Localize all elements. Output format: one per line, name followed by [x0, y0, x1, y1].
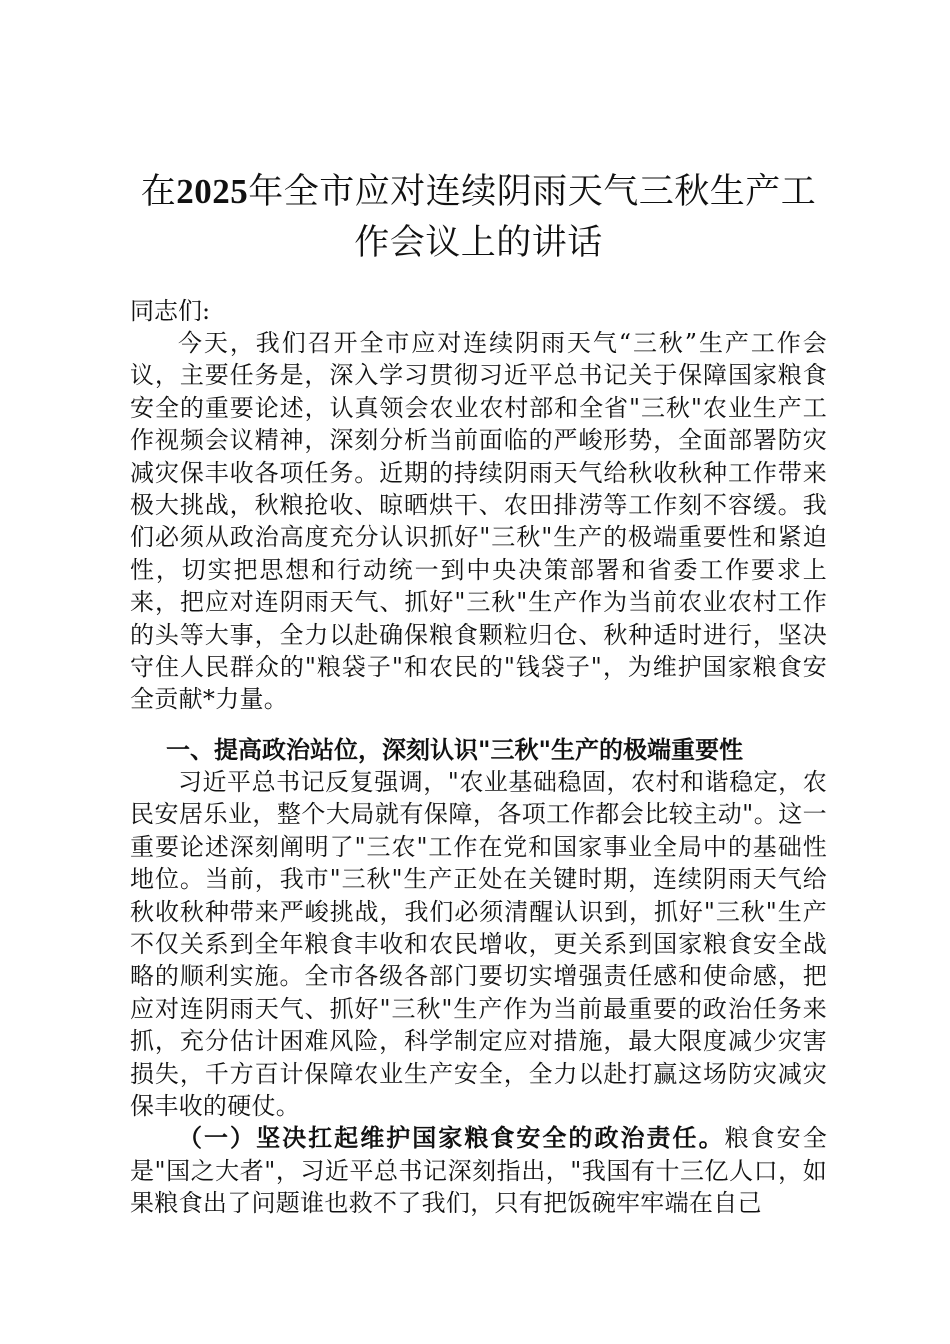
title-prefix: 在 — [140, 172, 177, 212]
subsection-text-1: 粮食安全是"国之大者"，习近平总书记深刻指出，"我国有十三亿人口，如果粮食出了问题谁也救不了我们，只有把饭碗牢牢端在自己 — [130, 1124, 827, 1218]
document-body — [130, 166, 827, 1220]
subsection-heading-1: （一）坚决扛起维护国家粮食安全的政治责任。 — [178, 1124, 725, 1153]
title-line1-rest: 年全市应对连续阴雨天气三秋生产工 — [248, 172, 817, 212]
paragraph-subsection-1 — [130, 1122, 827, 1219]
paragraph-intro: 今天，我们召开全市应对连续阴雨天气“三秋”生产工作会议，主要任务是，深入学习贯彻习近平总书记关于保障国家粮食安全的重要论述，认真领会农业农村部和全省"三秋"农业生产工作视频会议精神，深刻分析当前面临的严峻形势，全面部署防灾减灾保丰收各项任务。近期的持续阴雨天气给秋收秋种工作带来极大挑战，秋粮抢收、晾晒烘干、农田排涝等工作刻不容缓。我们必须从政治高度充分认识抓好"三秋"生产的极端重要性和紧迫性，切实把思想和行动统一到中央决策部署和省委工作要求上来，把应对连阴雨天气、抓好"三秋"生产作为当前农业农村工作的头等大事，全力以赴确保粮食颗粒归仓、秋种适时进行，坚决守住人民群众的"粮袋子"和农民的"钱袋子"，为维护国家粮食安全贡献*力量。 — [130, 329, 827, 714]
title-year: 2025 — [176, 172, 249, 211]
document-title — [130, 166, 827, 269]
salutation: 同志们: — [130, 297, 211, 325]
section-heading-1: 一、提高政治站位，深刻认识"三秋"生产的极端重要性 — [166, 735, 744, 764]
title-line2: 作会议上的讲话 — [354, 223, 603, 263]
paragraph-section-1: 习近平总书记反复强调，"农业基础稳固，农村和谐稳定，农民安居乐业，整个大局就有保障，各项工作都会比较主动"。这一重要论述深刻阐明了"三农"工作在党和国家事业全局中的基础性地位。当前，我市"三秋"生产正处在关键时期，连续阴雨天气给秋收秋种带来严峻挑战，我们必须清醒认识到，抓好"三秋"生产不仅关系到全年粮食丰收和农民增收，更关系到国家粮食安全战略的顺利实施。全市各级各部门要切实增强责任感和使命感，把应对连阴雨天气、抓好"三秋"生产作为当前最重要的政治任务来抓，充分估计困难风险，科学制定应对措施，最大限度减少灾害损失，千方百计保障农业生产安全，全力以赴打赢这场防灾减灾保丰收的硬仗。 — [130, 767, 827, 1120]
